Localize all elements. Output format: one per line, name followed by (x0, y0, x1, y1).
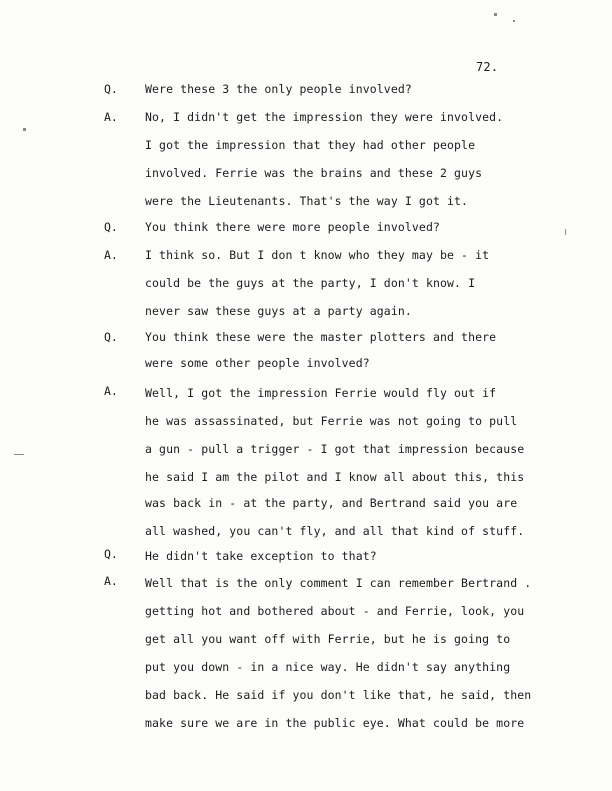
transcript-line: he said I am the pilot and I know all about this, this (145, 470, 525, 484)
transcript-line: Well that is the only comment I can remember Bertrand . (145, 576, 532, 590)
transcript-line: was back in - at the party, and Bertrand said you are (145, 496, 518, 510)
speaker-label: Q. (104, 82, 118, 96)
speaker-label: A. (104, 248, 118, 262)
speaker-label: A. (104, 574, 118, 588)
page-number: 72. (476, 60, 499, 74)
transcript-line: never saw these guys at a party again. (145, 304, 412, 318)
transcript-line: I got the impression that they had other people (145, 138, 476, 152)
transcript-line: put you down - in a nice way. He didn't say anything (145, 660, 511, 674)
transcript-line: bad back. He said if you don't like that, he said, then (145, 688, 532, 702)
transcript-line: Were these 3 the only people involved? (145, 82, 412, 96)
speaker-label: A. (104, 110, 118, 124)
transcript-line: involved. Ferrie was the brains and these 2 guys (145, 166, 483, 180)
transcript-line: getting hot and bothered about - and Ferrie, look, you (145, 604, 525, 618)
transcript-line: No, I didn't get the impression they were involved. (145, 110, 504, 124)
transcript-line: make sure we are in the public eye. What could be more (145, 716, 525, 730)
transcript-line: he was assassinated, but Ferrie was not going to pull (145, 414, 518, 428)
transcript-line: were some other people involved? (145, 356, 370, 370)
speaker-label: A. (104, 384, 118, 398)
transcript-line: get all you want off with Ferrie, but he is going to (145, 632, 511, 646)
transcript-line: were the Lieutenants. That's the way I got it. (145, 194, 469, 208)
transcript-line: I think so. But I don t know who they may be - it (145, 248, 490, 262)
speaker-label: Q. (104, 220, 118, 234)
transcript-line: You think there were more people involved? (145, 220, 440, 234)
transcript-line: all washed, you can't fly, and all that kind of stuff. (145, 524, 525, 538)
speaker-label: Q. (104, 330, 118, 344)
transcript-line: Well, I got the impression Ferrie would fly out if (145, 386, 497, 400)
speaker-label: Q. (104, 547, 118, 561)
transcript-line: a gun - pull a trigger - I got that impression because (145, 442, 525, 456)
transcript-line: He didn't take exception to that? (145, 549, 377, 563)
transcript-line: You think these were the master plotters and there (145, 330, 497, 344)
transcript-line: could be the guys at the party, I don't know. I (145, 276, 476, 290)
